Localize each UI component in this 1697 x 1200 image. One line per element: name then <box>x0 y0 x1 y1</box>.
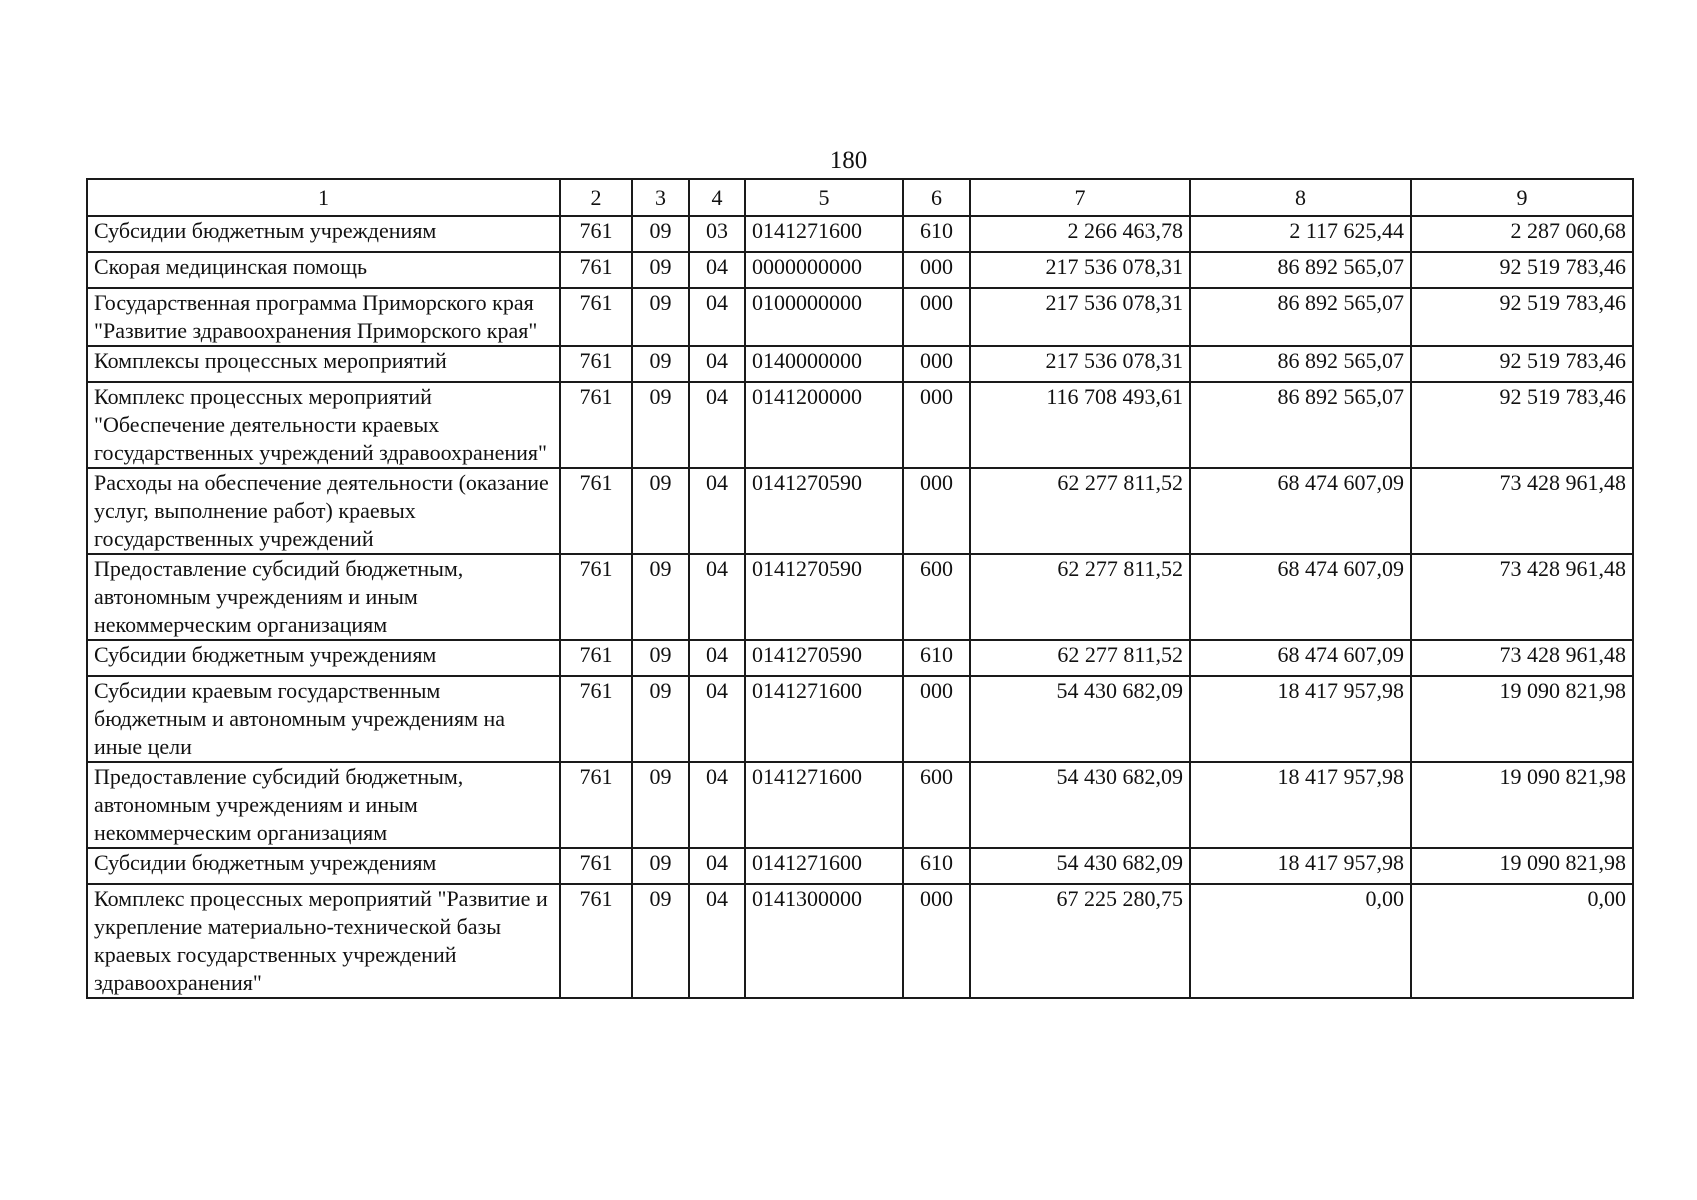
cell-expense-type: 600 <box>903 554 970 640</box>
cell-amount-7: 116 708 493,61 <box>970 382 1190 468</box>
cell-expense-type: 000 <box>903 468 970 554</box>
cell-subsection: 04 <box>689 288 745 346</box>
cell-expense-type: 000 <box>903 676 970 762</box>
cell-expense-type: 610 <box>903 216 970 252</box>
cell-amount-8: 68 474 607,09 <box>1190 640 1411 676</box>
cell-section: 09 <box>632 288 689 346</box>
cell-target-article: 0141271600 <box>745 762 903 848</box>
cell-expense-type: 600 <box>903 762 970 848</box>
table-row <box>87 288 1633 346</box>
column-header: 5 <box>745 179 903 216</box>
cell-amount-9: 19 090 821,98 <box>1411 762 1633 848</box>
cell-amount-7: 62 277 811,52 <box>970 468 1190 554</box>
row-name: Субсидии бюджетным учреждениям <box>87 216 560 252</box>
cell-subsection: 04 <box>689 676 745 762</box>
cell-amount-8: 68 474 607,09 <box>1190 554 1411 640</box>
cell-section: 09 <box>632 252 689 288</box>
cell-amount-9: 73 428 961,48 <box>1411 468 1633 554</box>
cell-section: 09 <box>632 884 689 998</box>
column-header: 9 <box>1411 179 1633 216</box>
cell-amount-8: 18 417 957,98 <box>1190 676 1411 762</box>
cell-admin-code: 761 <box>560 848 632 884</box>
cell-amount-7: 54 430 682,09 <box>970 676 1190 762</box>
header-row <box>87 179 1633 216</box>
cell-amount-9: 92 519 783,46 <box>1411 382 1633 468</box>
column-header: 1 <box>87 179 560 216</box>
cell-section: 09 <box>632 762 689 848</box>
table-row <box>87 762 1633 848</box>
cell-subsection: 04 <box>689 554 745 640</box>
cell-subsection: 04 <box>689 640 745 676</box>
cell-amount-9: 92 519 783,46 <box>1411 288 1633 346</box>
cell-amount-9: 73 428 961,48 <box>1411 554 1633 640</box>
row-name: Комплексы процессных мероприятий <box>87 346 560 382</box>
table-row <box>87 252 1633 288</box>
cell-section: 09 <box>632 676 689 762</box>
cell-admin-code: 761 <box>560 554 632 640</box>
cell-admin-code: 761 <box>560 762 632 848</box>
cell-target-article: 0141270590 <box>745 640 903 676</box>
table-row <box>87 640 1633 676</box>
cell-amount-7: 62 277 811,52 <box>970 640 1190 676</box>
page-number: 180 <box>829 147 868 174</box>
cell-admin-code: 761 <box>560 288 632 346</box>
table-row <box>87 468 1633 554</box>
row-name: Комплекс процессных мероприятий "Обеспечение деятельности краевых государственных учреждений здравоохранения" <box>87 382 560 468</box>
cell-target-article: 0141271600 <box>745 216 903 252</box>
cell-expense-type: 610 <box>903 848 970 884</box>
cell-target-article: 0141270590 <box>745 554 903 640</box>
cell-amount-7: 62 277 811,52 <box>970 554 1190 640</box>
column-header: 7 <box>970 179 1190 216</box>
column-header: 8 <box>1190 179 1411 216</box>
cell-amount-8: 18 417 957,98 <box>1190 762 1411 848</box>
column-header: 4 <box>689 179 745 216</box>
cell-amount-7: 54 430 682,09 <box>970 848 1190 884</box>
column-header: 2 <box>560 179 632 216</box>
table-row <box>87 676 1633 762</box>
table-row <box>87 346 1633 382</box>
row-name: Предоставление субсидий бюджетным, автономным учреждениям и иным некоммерческим организациям <box>87 762 560 848</box>
cell-target-article: 0141200000 <box>745 382 903 468</box>
cell-expense-type: 000 <box>903 346 970 382</box>
cell-expense-type: 000 <box>903 288 970 346</box>
cell-target-article: 0141270590 <box>745 468 903 554</box>
row-name: Субсидии бюджетным учреждениям <box>87 640 560 676</box>
cell-amount-9: 73 428 961,48 <box>1411 640 1633 676</box>
cell-expense-type: 000 <box>903 382 970 468</box>
cell-section: 09 <box>632 554 689 640</box>
cell-amount-9: 19 090 821,98 <box>1411 848 1633 884</box>
cell-amount-8: 18 417 957,98 <box>1190 848 1411 884</box>
cell-amount-9: 92 519 783,46 <box>1411 346 1633 382</box>
cell-amount-8: 68 474 607,09 <box>1190 468 1411 554</box>
row-name: Скорая медицинская помощь <box>87 252 560 288</box>
cell-section: 09 <box>632 382 689 468</box>
table-row <box>87 382 1633 468</box>
cell-subsection: 04 <box>689 468 745 554</box>
table-row <box>87 216 1633 252</box>
cell-admin-code: 761 <box>560 382 632 468</box>
cell-target-article: 0140000000 <box>745 346 903 382</box>
column-header: 3 <box>632 179 689 216</box>
cell-admin-code: 761 <box>560 884 632 998</box>
cell-amount-8: 86 892 565,07 <box>1190 252 1411 288</box>
column-header: 6 <box>903 179 970 216</box>
cell-amount-7: 54 430 682,09 <box>970 762 1190 848</box>
cell-amount-8: 86 892 565,07 <box>1190 382 1411 468</box>
cell-target-article: 0000000000 <box>745 252 903 288</box>
row-name: Расходы на обеспечение деятельности (оказание услуг, выполнение работ) краевых государственных учреждений <box>87 468 560 554</box>
table-row <box>87 848 1633 884</box>
cell-amount-7: 67 225 280,75 <box>970 884 1190 998</box>
cell-admin-code: 761 <box>560 676 632 762</box>
cell-amount-9: 92 519 783,46 <box>1411 252 1633 288</box>
cell-target-article: 0141300000 <box>745 884 903 998</box>
cell-subsection: 04 <box>689 762 745 848</box>
cell-amount-9: 0,00 <box>1411 884 1633 998</box>
row-name: Комплекс процессных мероприятий "Развитие и укрепление материально-технической базы краевых государственных учреждений здравоохранения" <box>87 884 560 998</box>
cell-amount-9: 19 090 821,98 <box>1411 676 1633 762</box>
cell-amount-7: 2 266 463,78 <box>970 216 1190 252</box>
cell-amount-7: 217 536 078,31 <box>970 288 1190 346</box>
cell-expense-type: 000 <box>903 252 970 288</box>
cell-amount-8: 86 892 565,07 <box>1190 346 1411 382</box>
cell-section: 09 <box>632 216 689 252</box>
cell-admin-code: 761 <box>560 216 632 252</box>
cell-section: 09 <box>632 346 689 382</box>
cell-admin-code: 761 <box>560 468 632 554</box>
row-name: Государственная программа Приморского края "Развитие здравоохранения Приморского края" <box>87 288 560 346</box>
cell-section: 09 <box>632 848 689 884</box>
cell-section: 09 <box>632 640 689 676</box>
cell-subsection: 04 <box>689 848 745 884</box>
cell-amount-8: 86 892 565,07 <box>1190 288 1411 346</box>
cell-admin-code: 761 <box>560 640 632 676</box>
cell-amount-7: 217 536 078,31 <box>970 252 1190 288</box>
cell-amount-9: 2 287 060,68 <box>1411 216 1633 252</box>
cell-subsection: 04 <box>689 884 745 998</box>
row-name: Субсидии краевым государственным бюджетным и автономным учреждениям на иные цели <box>87 676 560 762</box>
cell-target-article: 0141271600 <box>745 848 903 884</box>
cell-amount-8: 2 117 625,44 <box>1190 216 1411 252</box>
row-name: Предоставление субсидий бюджетным, автономным учреждениям и иным некоммерческим организациям <box>87 554 560 640</box>
cell-admin-code: 761 <box>560 346 632 382</box>
budget-table <box>86 178 1634 999</box>
cell-admin-code: 761 <box>560 252 632 288</box>
cell-subsection: 04 <box>689 346 745 382</box>
table-row <box>87 554 1633 640</box>
cell-section: 09 <box>632 468 689 554</box>
cell-target-article: 0141271600 <box>745 676 903 762</box>
cell-expense-type: 000 <box>903 884 970 998</box>
table-row <box>87 884 1633 998</box>
cell-amount-8: 0,00 <box>1190 884 1411 998</box>
cell-expense-type: 610 <box>903 640 970 676</box>
cell-subsection: 04 <box>689 382 745 468</box>
cell-subsection: 03 <box>689 216 745 252</box>
cell-amount-7: 217 536 078,31 <box>970 346 1190 382</box>
row-name: Субсидии бюджетным учреждениям <box>87 848 560 884</box>
cell-subsection: 04 <box>689 252 745 288</box>
cell-target-article: 0100000000 <box>745 288 903 346</box>
